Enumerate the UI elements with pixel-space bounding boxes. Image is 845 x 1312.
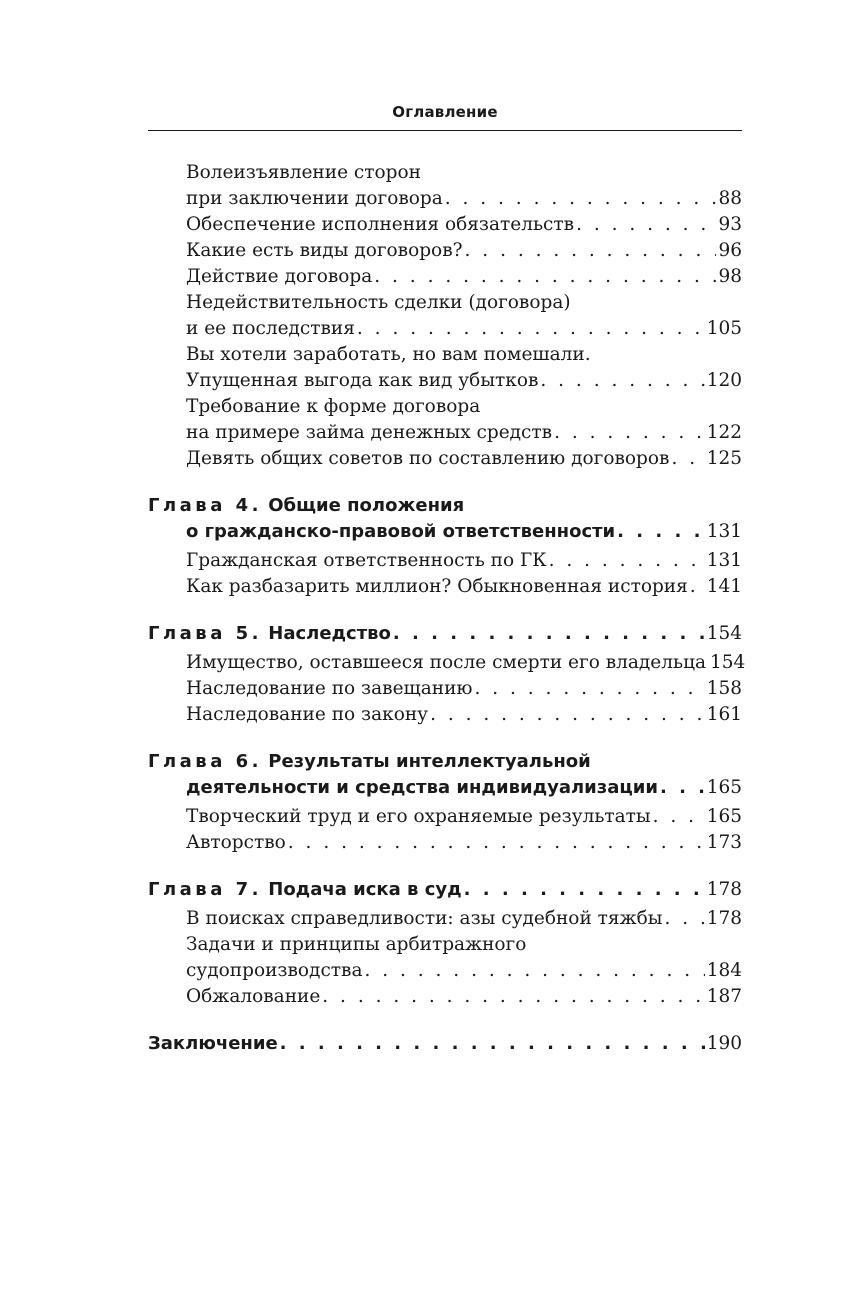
toc-entry-title: Авторство [186, 832, 286, 853]
toc-entry[interactable] [148, 702, 742, 728]
toc-entry-title-line1: Задачи и принципы арбитражного [186, 934, 527, 955]
toc-entry-title-line1: Недействительность сделки (договора) [186, 292, 571, 313]
toc-entry[interactable] [148, 830, 742, 856]
dot-leader [445, 186, 717, 212]
toc-conclusion[interactable] [148, 1031, 742, 1057]
toc-entry[interactable] [148, 264, 742, 290]
dot-leader [280, 1031, 705, 1057]
toc-chapter-4[interactable] [148, 493, 742, 545]
toc-entry-page: 131 [706, 550, 742, 571]
toc-entry-title: Какие есть виды договоров? [186, 240, 463, 261]
dot-leader [288, 830, 705, 856]
chapter-title: Подача иска в суд [268, 879, 462, 900]
chapter-title: Наследство [268, 623, 391, 644]
toc-entry-title: В поисках справедливости: азы судебной тяжбы [186, 908, 663, 929]
toc-entry-page: 165 [706, 806, 742, 827]
conclusion-page: 190 [706, 1033, 742, 1054]
toc-entry-title-line2: при заключении договора [186, 188, 443, 209]
dot-leader [576, 212, 716, 238]
toc-entry[interactable] [148, 160, 742, 212]
toc-entry[interactable] [148, 342, 742, 394]
toc-entry-title-line2: Упущенная выгода как вид убытков [186, 370, 539, 391]
chapter-title-line1: Общие положения [268, 495, 465, 516]
toc-entry[interactable] [148, 548, 742, 574]
toc-entry[interactable] [148, 906, 742, 932]
toc-entry-page: 161 [706, 704, 742, 725]
toc-entry-title: Обжалование [186, 986, 321, 1007]
toc-entry-page: 184 [706, 960, 742, 981]
dot-leader [374, 264, 716, 290]
toc-entry-title-line2: судопроизводства [186, 960, 363, 981]
chapter-page: 131 [706, 521, 742, 542]
dot-leader [671, 446, 704, 472]
toc-entry-title: Творческий труд и его охраняемые результаты [186, 806, 651, 827]
dot-leader [430, 702, 705, 728]
dot-leader [464, 877, 705, 903]
table-of-contents [148, 160, 746, 1057]
toc-entry-page: 105 [706, 318, 742, 339]
chapter-page: 165 [706, 777, 742, 798]
toc-entry-title: Наследование по завещанию [186, 678, 473, 699]
toc-entry-title-line1: Требование к форме договора [186, 396, 481, 417]
toc-entry-title: Наследование по закону [186, 704, 429, 725]
dot-leader [664, 906, 704, 932]
toc-entry[interactable] [148, 676, 742, 702]
dot-leader [322, 984, 704, 1010]
toc-entry[interactable] [148, 932, 742, 984]
dot-leader [690, 574, 705, 600]
dot-leader [660, 775, 705, 801]
page-header-title: Оглавление [392, 103, 498, 121]
chapter-title-line2: о гражданско-правовой ответственности [186, 521, 616, 542]
toc-entry-title: Действие договора [186, 266, 373, 287]
toc-entry[interactable] [148, 290, 742, 342]
toc-entry[interactable] [148, 574, 742, 600]
toc-entry[interactable] [148, 984, 742, 1010]
toc-entry-page: 125 [706, 448, 742, 469]
toc-chapter-5[interactable] [148, 621, 742, 647]
toc-entry-title-line2: и ее последствия [186, 318, 355, 339]
toc-entry[interactable] [148, 212, 742, 238]
toc-entry[interactable] [148, 446, 742, 472]
toc-chapter-7[interactable] [148, 877, 742, 903]
toc-entry-title: Обеспечение исполнения обязательств [186, 214, 575, 235]
header-divider [148, 130, 742, 131]
dot-leader [617, 519, 705, 545]
chapter-page: 154 [706, 623, 742, 644]
dot-leader [540, 368, 704, 394]
toc-entry-page: 122 [706, 422, 742, 443]
toc-entry-title-line1: Волеизъявление сторон [186, 162, 421, 183]
toc-entry[interactable] [148, 394, 742, 446]
dot-leader [549, 548, 705, 574]
toc-entry-page: 158 [706, 678, 742, 699]
toc-entry-title: Имущество, оставшееся после смерти его владельца [186, 652, 706, 673]
dot-leader [365, 958, 705, 984]
toc-entry[interactable] [148, 804, 742, 830]
dot-leader [554, 420, 705, 446]
toc-entry-page: 88 [718, 188, 742, 209]
toc-entry-page: 187 [706, 986, 742, 1007]
dot-leader [475, 676, 705, 702]
chapter-label: Глава 7. [148, 879, 262, 900]
toc-entry-page: 96 [718, 240, 742, 261]
toc-entry-page: 120 [706, 370, 742, 391]
toc-entry-title-line2: на примере займа денежных средств [186, 422, 553, 443]
toc-entry-page: 98 [718, 266, 742, 287]
conclusion-title: Заключение [148, 1033, 278, 1054]
toc-entry-title: Как разбазарить миллион? Обыкновенная история [186, 576, 688, 597]
toc-entry-title: Гражданская ответственность по ГК [186, 550, 547, 571]
toc-entry-page: 141 [706, 576, 742, 597]
toc-chapter-6[interactable] [148, 749, 742, 801]
toc-entry-page: 154 [710, 652, 746, 673]
chapter-title-line2: деятельности и средства индивидуализации [186, 777, 658, 798]
chapter-label: Глава 5. [148, 623, 262, 644]
toc-entry-page: 178 [706, 908, 742, 929]
chapter-page: 178 [706, 879, 742, 900]
dot-leader [465, 238, 717, 264]
toc-entry-title-line1: Вы хотели заработать, но вам помешали. [186, 344, 591, 365]
dot-leader [357, 316, 705, 342]
chapter-label: Глава 4. [148, 495, 262, 516]
dot-leader [653, 804, 705, 830]
toc-entry[interactable] [148, 238, 742, 264]
chapter-title-line1: Результаты интеллектуальной [268, 751, 591, 772]
toc-entry[interactable] [148, 650, 746, 676]
toc-entry-page: 93 [718, 214, 742, 235]
toc-entry-page: 173 [706, 832, 742, 853]
chapter-label: Глава 6. [148, 751, 262, 772]
toc-entry-title: Девять общих советов по составлению договоров [186, 448, 670, 469]
dot-leader [393, 621, 705, 647]
